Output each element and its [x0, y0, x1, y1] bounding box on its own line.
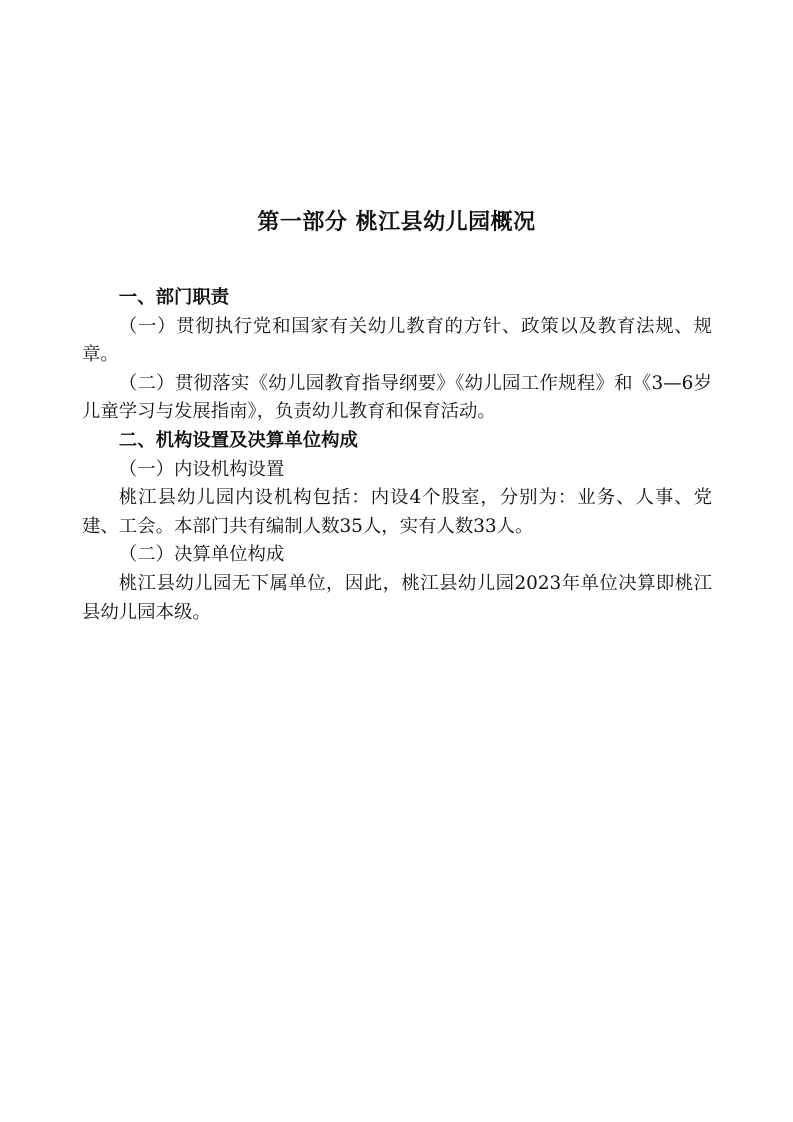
paragraph-responsibility-2: （二）贯彻落实《幼儿园教育指导纲要》《幼儿园工作规程》和《3—6岁儿童学习与发展指南》，负责幼儿教育和保育活动。	[82, 372, 712, 423]
document-body	[82, 284, 712, 627]
page-title: 第一部分 桃江县幼儿园概况	[257, 210, 536, 235]
section-heading-responsibilities: 一、部门职责	[118, 287, 230, 308]
section-heading-organization: 二、机构设置及决算单位构成	[118, 429, 358, 451]
subheading-internal-structure: （一）内设机构设置	[118, 458, 285, 480]
subheading-budget-unit: （二）决算单位构成	[118, 544, 285, 566]
paragraph-budget-unit: 桃江县幼儿园无下属单位，因此，桃江县幼儿园2023年单位决算即桃江县幼儿园本级。	[82, 572, 712, 623]
paragraph-responsibility-1: （一）贯彻执行党和国家有关幼儿教育的方针、政策以及教育法规、规章。	[82, 315, 712, 366]
paragraph-internal-structure: 桃江县幼儿园内设机构包括：内设4个股室，分别为：业务、人事、党建、工会。本部门共有编制人数35人，实有人数33人。	[82, 487, 712, 537]
